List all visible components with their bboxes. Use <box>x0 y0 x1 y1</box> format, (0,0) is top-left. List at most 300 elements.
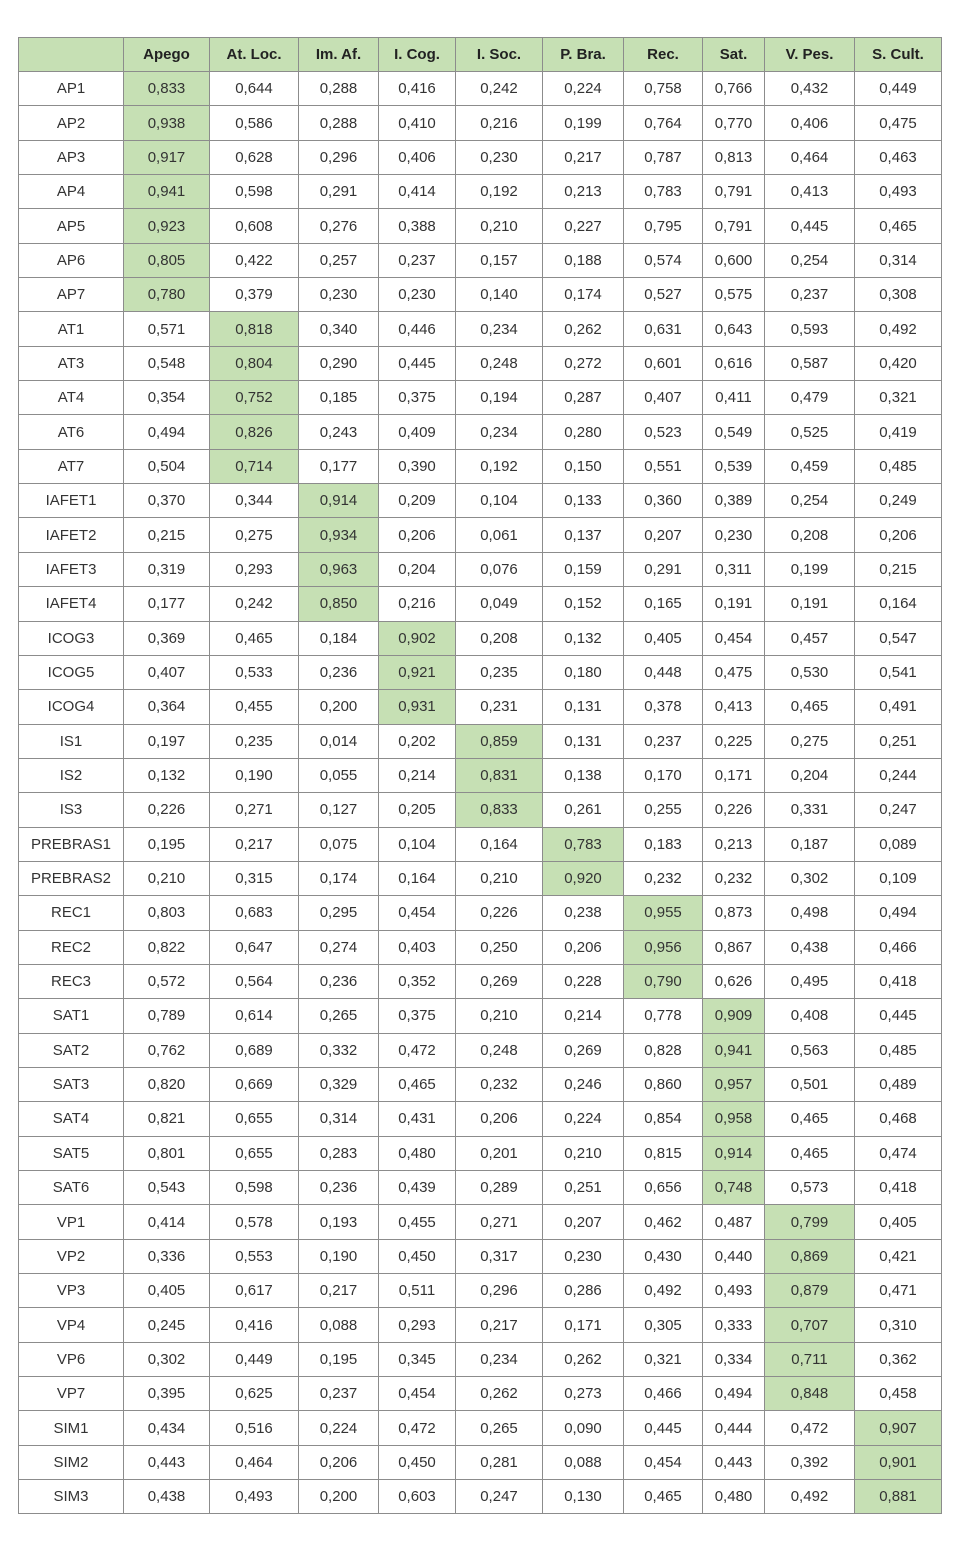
loading-cell: 0,414 <box>379 175 456 209</box>
loading-cell: 0,803 <box>124 896 210 930</box>
loading-cell: 0,683 <box>210 896 299 930</box>
loading-cell: 0,288 <box>299 72 379 106</box>
loading-cell: 0,758 <box>624 72 703 106</box>
loading-cell-highlighted: 0,783 <box>543 827 624 861</box>
loading-cell: 0,281 <box>456 1445 543 1479</box>
table-row <box>19 415 942 449</box>
row-label: IAFET3 <box>19 552 124 586</box>
row-label: VP6 <box>19 1342 124 1376</box>
loading-cell: 0,631 <box>624 312 703 346</box>
loading-cell: 0,049 <box>456 587 543 621</box>
row-label: SAT1 <box>19 999 124 1033</box>
row-label: AT7 <box>19 449 124 483</box>
loading-cell: 0,656 <box>624 1171 703 1205</box>
table-row <box>19 724 942 758</box>
loading-cell: 0,352 <box>379 964 456 998</box>
loading-cell: 0,262 <box>456 1377 543 1411</box>
loading-cell: 0,516 <box>210 1411 299 1445</box>
header-cell-empty <box>19 38 124 72</box>
table-row <box>19 1480 942 1514</box>
row-label: IS3 <box>19 793 124 827</box>
row-label: AP6 <box>19 243 124 277</box>
loading-cell: 0,815 <box>624 1136 703 1170</box>
loading-cell: 0,271 <box>210 793 299 827</box>
loading-cell: 0,199 <box>543 106 624 140</box>
loading-cell-highlighted: 0,963 <box>299 552 379 586</box>
loading-cell: 0,495 <box>765 964 855 998</box>
loading-cell: 0,547 <box>855 621 942 655</box>
row-label: REC3 <box>19 964 124 998</box>
loading-cell: 0,314 <box>855 243 942 277</box>
loading-cell: 0,464 <box>765 140 855 174</box>
table-row <box>19 587 942 621</box>
loading-cell: 0,416 <box>210 1308 299 1342</box>
table-row <box>19 449 942 483</box>
header-cell-i-soc: I. Soc. <box>456 38 543 72</box>
loading-cell: 0,204 <box>379 552 456 586</box>
table-row <box>19 861 942 895</box>
loading-cell-highlighted: 0,941 <box>703 1033 765 1067</box>
row-label: PREBRAS1 <box>19 827 124 861</box>
loading-cell: 0,493 <box>210 1480 299 1514</box>
table-row <box>19 964 942 998</box>
row-label: AP2 <box>19 106 124 140</box>
loading-cell: 0,571 <box>124 312 210 346</box>
loading-cell: 0,076 <box>456 552 543 586</box>
loading-cell: 0,215 <box>855 552 942 586</box>
loading-cell: 0,225 <box>703 724 765 758</box>
loading-cell: 0,439 <box>379 1171 456 1205</box>
loading-cell: 0,647 <box>210 930 299 964</box>
loading-cell: 0,311 <box>703 552 765 586</box>
header-row <box>19 38 942 72</box>
header-cell-i-cog: I. Cog. <box>379 38 456 72</box>
table-row <box>19 1067 942 1101</box>
loading-cell: 0,271 <box>456 1205 543 1239</box>
loading-cell-highlighted: 0,848 <box>765 1377 855 1411</box>
loading-cell: 0,236 <box>299 655 379 689</box>
loading-cell: 0,572 <box>124 964 210 998</box>
loading-cell: 0,131 <box>543 690 624 724</box>
loading-cell: 0,214 <box>543 999 624 1033</box>
loading-cell: 0,369 <box>124 621 210 655</box>
header-cell-rec: Rec. <box>624 38 703 72</box>
table-row <box>19 1377 942 1411</box>
loading-cell: 0,465 <box>765 1102 855 1136</box>
loading-cell: 0,321 <box>624 1342 703 1376</box>
loading-cell-highlighted: 0,955 <box>624 896 703 930</box>
loading-cell: 0,217 <box>299 1274 379 1308</box>
loading-cell: 0,329 <box>299 1067 379 1101</box>
loading-cell: 0,332 <box>299 1033 379 1067</box>
loading-cell: 0,403 <box>379 930 456 964</box>
loading-cell: 0,434 <box>124 1411 210 1445</box>
loading-cell: 0,791 <box>703 175 765 209</box>
loading-cell: 0,791 <box>703 209 765 243</box>
loading-cell: 0,265 <box>456 1411 543 1445</box>
loading-cell: 0,466 <box>624 1377 703 1411</box>
loading-cell: 0,132 <box>543 621 624 655</box>
loading-cell: 0,192 <box>456 449 543 483</box>
loading-cell: 0,243 <box>299 415 379 449</box>
loading-cell: 0,408 <box>765 999 855 1033</box>
loading-cell: 0,465 <box>855 209 942 243</box>
loading-cell: 0,226 <box>456 896 543 930</box>
loading-cell: 0,217 <box>210 827 299 861</box>
loading-cell: 0,601 <box>624 346 703 380</box>
loading-cell-highlighted: 0,818 <box>210 312 299 346</box>
table-row <box>19 1445 942 1479</box>
loading-cell: 0,860 <box>624 1067 703 1101</box>
loading-cell: 0,232 <box>703 861 765 895</box>
loading-cell: 0,133 <box>543 484 624 518</box>
loading-cell: 0,265 <box>299 999 379 1033</box>
loading-cell: 0,257 <box>299 243 379 277</box>
loading-cell: 0,362 <box>855 1342 942 1376</box>
loading-cell: 0,269 <box>543 1033 624 1067</box>
loading-cell: 0,854 <box>624 1102 703 1136</box>
loading-cell: 0,450 <box>379 1239 456 1273</box>
loading-cell: 0,801 <box>124 1136 210 1170</box>
loading-cell: 0,431 <box>379 1102 456 1136</box>
loading-cell: 0,216 <box>456 106 543 140</box>
loading-cell: 0,345 <box>379 1342 456 1376</box>
loading-cell: 0,104 <box>456 484 543 518</box>
loading-cell: 0,248 <box>456 1033 543 1067</box>
loading-cell: 0,553 <box>210 1239 299 1273</box>
loading-cell: 0,228 <box>543 964 624 998</box>
loading-cell: 0,291 <box>624 552 703 586</box>
loading-cell-highlighted: 0,714 <box>210 449 299 483</box>
table-row <box>19 793 942 827</box>
loading-cell: 0,551 <box>624 449 703 483</box>
loading-cell: 0,275 <box>210 518 299 552</box>
table-row <box>19 72 942 106</box>
loading-cell-highlighted: 0,921 <box>379 655 456 689</box>
loading-cell: 0,364 <box>124 690 210 724</box>
loading-cell: 0,302 <box>765 861 855 895</box>
table-row <box>19 1239 942 1273</box>
loading-cell: 0,210 <box>456 861 543 895</box>
loading-cell: 0,190 <box>210 758 299 792</box>
loading-cell: 0,138 <box>543 758 624 792</box>
loading-cell: 0,245 <box>124 1308 210 1342</box>
loading-cell: 0,354 <box>124 381 210 415</box>
header-cell-s-cult: S. Cult. <box>855 38 942 72</box>
row-label: SAT3 <box>19 1067 124 1101</box>
loading-cell: 0,109 <box>855 861 942 895</box>
loading-cell: 0,195 <box>299 1342 379 1376</box>
loading-cell: 0,390 <box>379 449 456 483</box>
loading-cell: 0,485 <box>855 449 942 483</box>
row-label: IAFET1 <box>19 484 124 518</box>
loading-cell: 0,314 <box>299 1102 379 1136</box>
row-label: VP4 <box>19 1308 124 1342</box>
loading-cell-highlighted: 0,711 <box>765 1342 855 1376</box>
loading-cell: 0,820 <box>124 1067 210 1101</box>
loading-cell-highlighted: 0,931 <box>379 690 456 724</box>
loading-cell: 0,413 <box>765 175 855 209</box>
loading-cell: 0,475 <box>703 655 765 689</box>
loading-cell: 0,795 <box>624 209 703 243</box>
loading-cell: 0,247 <box>456 1480 543 1514</box>
loading-cell: 0,238 <box>543 896 624 930</box>
loading-cell: 0,174 <box>543 278 624 312</box>
table-header <box>19 38 942 72</box>
loading-cell: 0,492 <box>624 1274 703 1308</box>
loading-cell: 0,379 <box>210 278 299 312</box>
loading-cell: 0,669 <box>210 1067 299 1101</box>
loading-cell-highlighted: 0,748 <box>703 1171 765 1205</box>
loading-cell-highlighted: 0,850 <box>299 587 379 621</box>
row-label: AT6 <box>19 415 124 449</box>
loading-cell: 0,422 <box>210 243 299 277</box>
loading-cell: 0,199 <box>765 552 855 586</box>
loading-cell: 0,210 <box>124 861 210 895</box>
loading-cell: 0,237 <box>379 243 456 277</box>
loading-cell-highlighted: 0,917 <box>124 140 210 174</box>
loading-cell: 0,206 <box>855 518 942 552</box>
loading-cell: 0,014 <box>299 724 379 758</box>
loading-cell: 0,409 <box>379 415 456 449</box>
loading-cell: 0,283 <box>299 1136 379 1170</box>
loading-cell: 0,254 <box>765 243 855 277</box>
loading-cell: 0,183 <box>624 827 703 861</box>
loading-cell: 0,164 <box>855 587 942 621</box>
loading-cell: 0,305 <box>624 1308 703 1342</box>
loading-cell: 0,261 <box>543 793 624 827</box>
loading-cell: 0,465 <box>379 1067 456 1101</box>
loading-cell: 0,360 <box>624 484 703 518</box>
loading-cell-highlighted: 0,805 <box>124 243 210 277</box>
loading-cell: 0,454 <box>624 1445 703 1479</box>
loading-cell: 0,288 <box>299 106 379 140</box>
loading-cell: 0,504 <box>124 449 210 483</box>
loading-cell-highlighted: 0,934 <box>299 518 379 552</box>
loading-cell: 0,202 <box>379 724 456 758</box>
loading-cell: 0,140 <box>456 278 543 312</box>
loading-cell: 0,209 <box>379 484 456 518</box>
loading-cell: 0,293 <box>210 552 299 586</box>
loading-cell: 0,608 <box>210 209 299 243</box>
loading-cell: 0,231 <box>456 690 543 724</box>
loading-cell-highlighted: 0,833 <box>124 72 210 106</box>
row-label: VP3 <box>19 1274 124 1308</box>
loading-cell: 0,226 <box>124 793 210 827</box>
table-row <box>19 209 942 243</box>
loading-cell: 0,472 <box>379 1411 456 1445</box>
loading-cell: 0,443 <box>124 1445 210 1479</box>
loading-cell: 0,130 <box>543 1480 624 1514</box>
loading-cell: 0,421 <box>855 1239 942 1273</box>
loading-cell-highlighted: 0,831 <box>456 758 543 792</box>
table-row <box>19 1411 942 1445</box>
table-body <box>19 72 942 1514</box>
loading-cell: 0,234 <box>456 415 543 449</box>
loading-cell: 0,525 <box>765 415 855 449</box>
loading-cell: 0,184 <box>299 621 379 655</box>
loading-cell: 0,159 <box>543 552 624 586</box>
loading-cell: 0,207 <box>543 1205 624 1239</box>
loading-cell: 0,450 <box>379 1445 456 1479</box>
loading-cell: 0,438 <box>765 930 855 964</box>
loading-cell-highlighted: 0,826 <box>210 415 299 449</box>
loading-cell: 0,643 <box>703 312 765 346</box>
loading-cell: 0,177 <box>299 449 379 483</box>
table-row <box>19 1136 942 1170</box>
loading-cell: 0,480 <box>379 1136 456 1170</box>
loading-cell: 0,206 <box>456 1102 543 1136</box>
loading-cell: 0,455 <box>210 690 299 724</box>
loading-cell: 0,242 <box>210 587 299 621</box>
loading-cell: 0,445 <box>379 346 456 380</box>
loading-cell: 0,237 <box>299 1377 379 1411</box>
loading-cell: 0,165 <box>624 587 703 621</box>
table-row <box>19 1308 942 1342</box>
loading-cell: 0,234 <box>456 312 543 346</box>
table-row <box>19 243 942 277</box>
loading-cell: 0,575 <box>703 278 765 312</box>
loading-cell: 0,485 <box>855 1033 942 1067</box>
loading-cell: 0,462 <box>624 1205 703 1239</box>
loading-cell: 0,454 <box>379 896 456 930</box>
loading-cell: 0,137 <box>543 518 624 552</box>
loading-cell: 0,762 <box>124 1033 210 1067</box>
loading-cell: 0,471 <box>855 1274 942 1308</box>
loading-cell-highlighted: 0,938 <box>124 106 210 140</box>
loading-cell: 0,598 <box>210 175 299 209</box>
table-row <box>19 140 942 174</box>
loading-cell: 0,236 <box>299 1171 379 1205</box>
loading-cell: 0,438 <box>124 1480 210 1514</box>
loading-cell: 0,317 <box>456 1239 543 1273</box>
loading-cell: 0,563 <box>765 1033 855 1067</box>
row-label: SAT2 <box>19 1033 124 1067</box>
loading-cell: 0,778 <box>624 999 703 1033</box>
loading-cell: 0,405 <box>624 621 703 655</box>
loading-cell: 0,689 <box>210 1033 299 1067</box>
loading-cell: 0,214 <box>379 758 456 792</box>
loading-cell-highlighted: 0,901 <box>855 1445 942 1479</box>
loading-cell: 0,269 <box>456 964 543 998</box>
loading-cell: 0,828 <box>624 1033 703 1067</box>
loading-cell-highlighted: 0,707 <box>765 1308 855 1342</box>
loading-cell: 0,494 <box>124 415 210 449</box>
loading-cell: 0,230 <box>703 518 765 552</box>
loading-cell: 0,492 <box>765 1480 855 1514</box>
loading-cell: 0,407 <box>124 655 210 689</box>
row-label: SIM1 <box>19 1411 124 1445</box>
loading-cell: 0,191 <box>703 587 765 621</box>
loading-cell: 0,479 <box>765 381 855 415</box>
loading-cell: 0,280 <box>543 415 624 449</box>
loading-cell: 0,230 <box>543 1239 624 1273</box>
loading-cell: 0,598 <box>210 1171 299 1205</box>
row-label: REC2 <box>19 930 124 964</box>
loading-cell: 0,090 <box>543 1411 624 1445</box>
loading-cell-highlighted: 0,956 <box>624 930 703 964</box>
table-row <box>19 106 942 140</box>
loading-cell: 0,274 <box>299 930 379 964</box>
loading-cell: 0,822 <box>124 930 210 964</box>
loading-cell: 0,224 <box>299 1411 379 1445</box>
loading-cell-highlighted: 0,790 <box>624 964 703 998</box>
loading-cell: 0,273 <box>543 1377 624 1411</box>
loading-cell: 0,251 <box>543 1171 624 1205</box>
row-label: AP3 <box>19 140 124 174</box>
loading-cell: 0,296 <box>299 140 379 174</box>
loading-cell: 0,527 <box>624 278 703 312</box>
loading-cell: 0,302 <box>124 1342 210 1376</box>
table-row <box>19 1102 942 1136</box>
loading-cell: 0,407 <box>624 381 703 415</box>
row-label: SAT5 <box>19 1136 124 1170</box>
loading-cell: 0,185 <box>299 381 379 415</box>
loading-cell: 0,549 <box>703 415 765 449</box>
loading-cell: 0,227 <box>543 209 624 243</box>
row-label: AP1 <box>19 72 124 106</box>
header-cell-sat: Sat. <box>703 38 765 72</box>
loading-cell: 0,207 <box>624 518 703 552</box>
loading-cell: 0,224 <box>543 72 624 106</box>
loading-cell: 0,541 <box>855 655 942 689</box>
loading-cell-highlighted: 0,923 <box>124 209 210 243</box>
loading-cell: 0,419 <box>855 415 942 449</box>
loading-cell: 0,248 <box>456 346 543 380</box>
row-label: VP7 <box>19 1377 124 1411</box>
loading-cell: 0,766 <box>703 72 765 106</box>
loading-cell: 0,449 <box>855 72 942 106</box>
loading-cell: 0,587 <box>765 346 855 380</box>
loading-cell: 0,230 <box>299 278 379 312</box>
loading-cell: 0,626 <box>703 964 765 998</box>
loading-cell: 0,446 <box>379 312 456 346</box>
loading-cell-highlighted: 0,869 <box>765 1239 855 1273</box>
loading-cell: 0,564 <box>210 964 299 998</box>
loading-cell: 0,392 <box>765 1445 855 1479</box>
loading-cell: 0,440 <box>703 1239 765 1273</box>
loading-cell: 0,190 <box>299 1239 379 1273</box>
loading-cell: 0,104 <box>379 827 456 861</box>
loading-cell: 0,548 <box>124 346 210 380</box>
loading-cell: 0,457 <box>765 621 855 655</box>
loading-cell: 0,180 <box>543 655 624 689</box>
loading-cell: 0,430 <box>624 1239 703 1273</box>
loading-cell: 0,603 <box>379 1480 456 1514</box>
table-row <box>19 1205 942 1239</box>
loading-cell-highlighted: 0,859 <box>456 724 543 758</box>
loading-cell: 0,246 <box>543 1067 624 1101</box>
table-row <box>19 930 942 964</box>
loading-cell: 0,250 <box>456 930 543 964</box>
loading-cell: 0,448 <box>624 655 703 689</box>
loading-cell: 0,389 <box>703 484 765 518</box>
loading-cell: 0,208 <box>456 621 543 655</box>
loading-cell: 0,254 <box>765 484 855 518</box>
loading-cell: 0,205 <box>379 793 456 827</box>
loading-cell: 0,152 <box>543 587 624 621</box>
loading-cell-highlighted: 0,881 <box>855 1480 942 1514</box>
loading-cell: 0,344 <box>210 484 299 518</box>
loading-cell: 0,291 <box>299 175 379 209</box>
loading-cell: 0,445 <box>765 209 855 243</box>
loading-cell: 0,493 <box>855 175 942 209</box>
loading-cell: 0,236 <box>299 964 379 998</box>
loading-cell: 0,655 <box>210 1102 299 1136</box>
cross-loadings-table <box>18 37 942 1514</box>
row-label: REC1 <box>19 896 124 930</box>
loading-cell: 0,230 <box>379 278 456 312</box>
